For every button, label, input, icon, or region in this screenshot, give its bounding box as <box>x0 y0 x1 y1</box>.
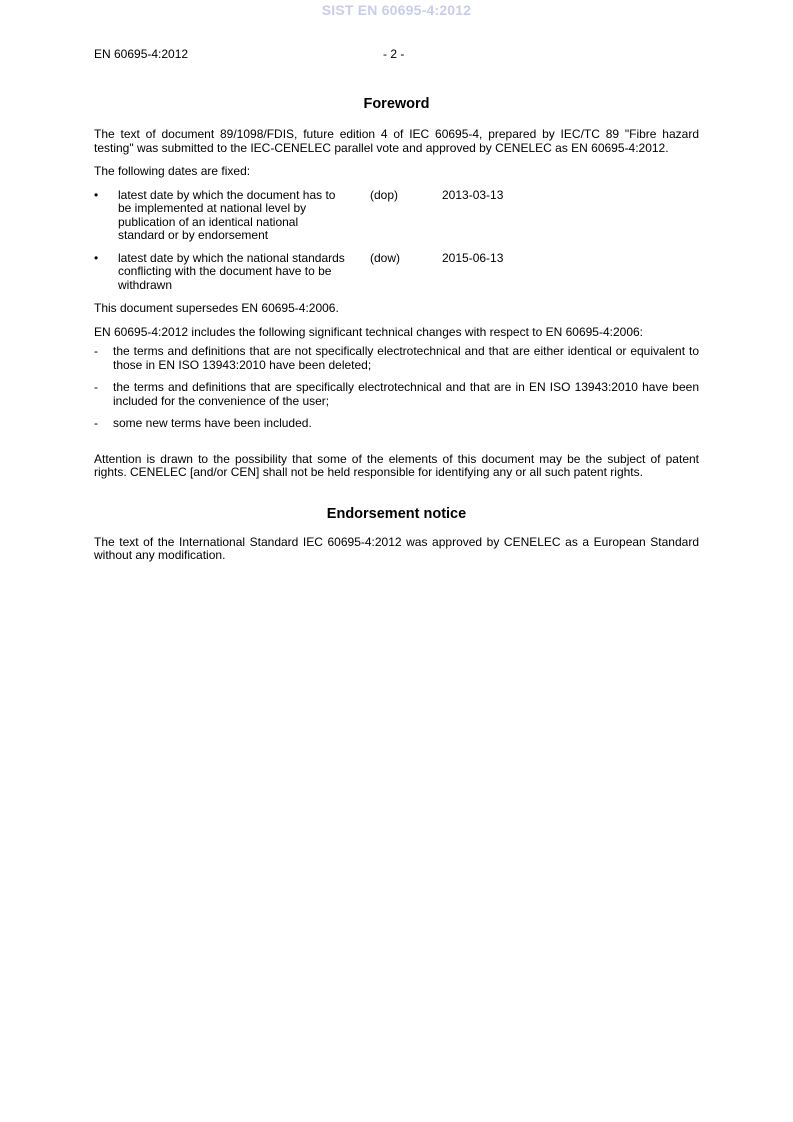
date-item-dop <box>94 189 699 243</box>
endorsement-title: Endorsement notice <box>326 505 467 522</box>
date-code: (dop) <box>370 187 399 202</box>
header-page-number: - 2 - <box>383 47 405 61</box>
dates-intro: The following dates are fixed: <box>94 164 251 178</box>
change-text: the terms and definitions that are specifically electrotechnical and that are in EN ISO 13943:2010 have been included for the convenience of the user; <box>113 380 699 408</box>
bullet-icon: • <box>94 250 99 265</box>
document-body <box>94 96 699 573</box>
change-text: the terms and definitions that are not specifically electrotechnical and that are either identical or equivalent to those in EN ISO 13943:2010 have been deleted; <box>113 344 699 372</box>
endorsement-text: The text of the International Standard IEC 60695-4:2012 was approved by CENELEC as a European Standard without any modification. <box>94 534 699 562</box>
dash-icon: - <box>94 416 98 430</box>
patent-notice: Attention is drawn to the possibility that some of the elements of this document may be the subject of patent rights. CENELEC [and/or CEN] shall not be held responsible for identifying any or all such patent rights. <box>94 451 699 479</box>
change-text: some new terms have been included. <box>113 416 312 430</box>
bullet-icon: • <box>94 187 99 202</box>
changes-intro: EN 60695-4:2012 includes the following significant technical changes with respect to EN 60695-4:2006: <box>94 324 644 339</box>
supersedes-text: This document supersedes EN 60695-4:2006. <box>94 301 339 315</box>
foreword-title: Foreword <box>363 96 430 112</box>
change-item <box>94 345 699 372</box>
dash-icon: - <box>94 344 98 358</box>
watermark: SIST EN 60695-4:2012 <box>321 2 472 18</box>
header-doc-id: EN 60695-4:2012 <box>94 47 189 61</box>
date-description: latest date by which the national standards conflicting with the document have to be withdrawn <box>118 250 345 292</box>
foreword-intro: The text of document 89/1098/FDIS, future edition 4 of IEC 60695-4, prepared by IEC/TC 89 "Fibre hazard testing" was submitted to the IEC-CENELEC parallel vote and approved by CENELEC as EN 60695-4:2012. <box>94 127 699 155</box>
dash-icon: - <box>94 380 98 394</box>
date-code: (dow) <box>370 250 401 265</box>
dates-list <box>94 189 699 293</box>
date-value: 2013-03-13 <box>442 187 504 202</box>
date-value: 2015-06-13 <box>442 250 504 265</box>
change-item <box>94 381 699 408</box>
changes-list <box>94 345 699 431</box>
date-description: latest date by which the document has to be implemented at national level by publication of an identical national standard or by endorsement <box>118 187 336 242</box>
change-item <box>94 417 699 431</box>
date-item-dow <box>94 252 699 293</box>
